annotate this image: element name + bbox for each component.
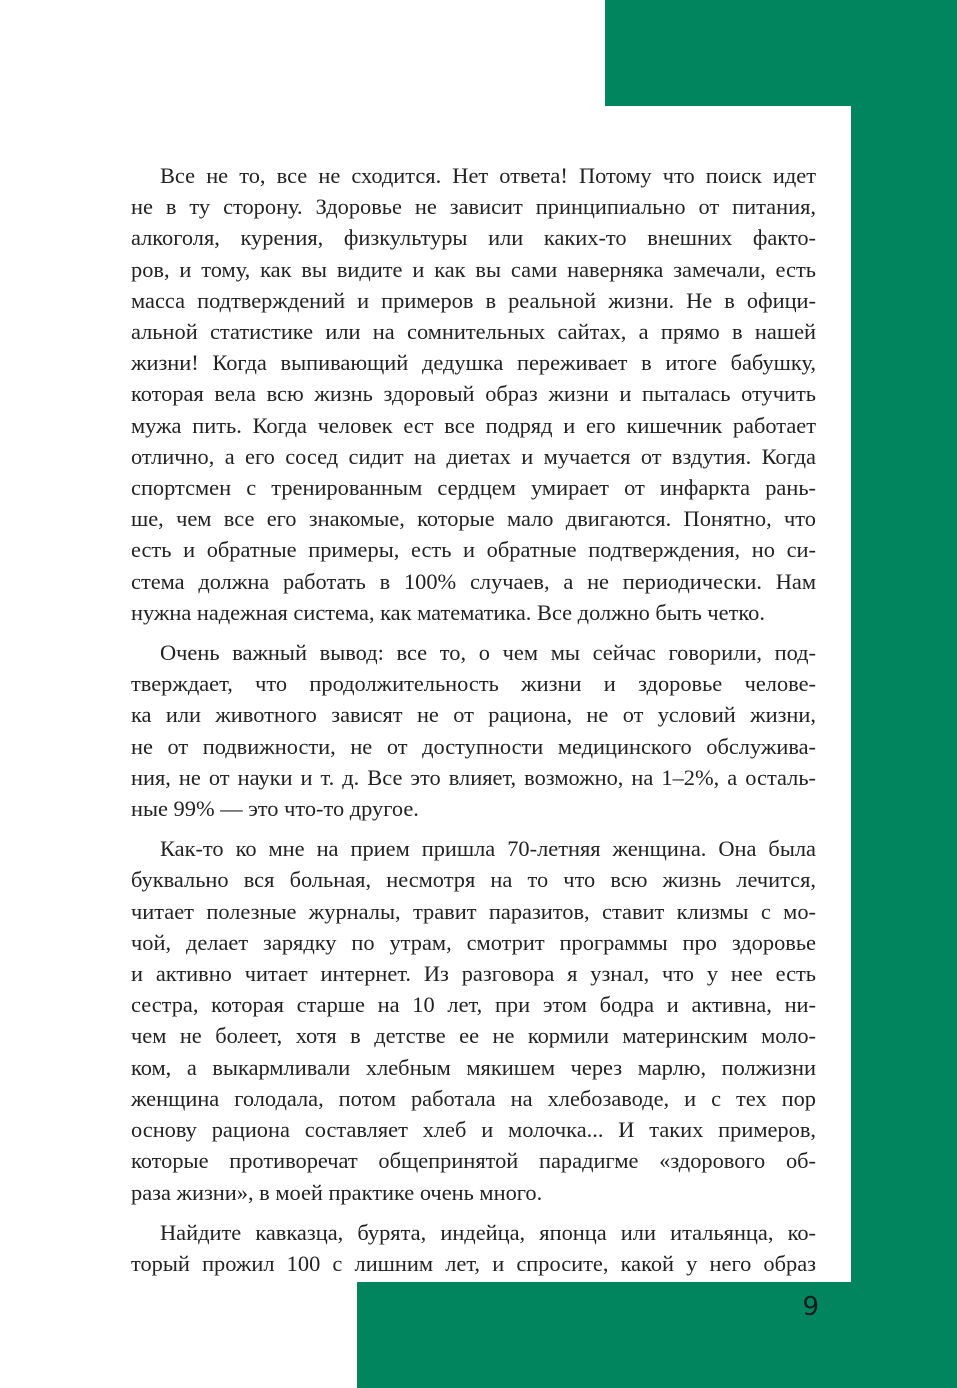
paragraph-gap — [131, 824, 816, 833]
text-line: не в ту сторону. Здоровье не зависит принципиально от питания, — [131, 194, 816, 220]
text-line: чой, делает зарядку по утрам, смотрит программы про здоровье — [131, 929, 816, 955]
paragraph-3 — [131, 833, 816, 1207]
text-line: и активно читает интернет. Из разговора я узнал, что у нее есть — [131, 961, 816, 987]
text-line: ния, не от науки и т. д. Все это влияет, возможно, на 1–2%, а осталь- — [131, 764, 816, 790]
page-number: 9 — [802, 1292, 819, 1322]
text-line: есть и обратные примеры, есть и обратные подтверждения, но си- — [131, 537, 816, 563]
paragraph-4 — [131, 1217, 816, 1279]
text-line: женщина голодала, потом работала на хлебозаводе, и с тех пор — [131, 1085, 816, 1111]
text-line: ком, а выкармливали хлебным мякишем через марлю, полжизни — [131, 1054, 816, 1080]
text-line: ров, и тому, как вы видите и как вы сами наверняка замечали, есть — [131, 256, 816, 282]
decorative-band-right — [851, 106, 957, 1282]
text-line: торый прожил 100 с лишним лет, и спросите, какой у него образ — [131, 1250, 816, 1276]
text-line: стема должна работать в 100% случаев, а не периодически. Нам — [131, 568, 816, 594]
text-line: спортсмен с тренированным сердцем умирает от инфаркта рань- — [131, 475, 816, 501]
paragraph-1 — [131, 160, 816, 628]
paragraph-gap — [131, 628, 816, 637]
paragraph-2 — [131, 637, 816, 824]
text-line: Все не то, все не сходится. Нет ответа! Потому что поиск идет — [160, 163, 816, 188]
text-line: ка или животного зависят не от рациона, не от условий жизни, — [131, 702, 816, 728]
text-line: мужа пить. Когда человек ест все подряд и его кишечник работает — [131, 412, 816, 438]
text-line: жизни! Когда выпивающий дедушка переживает в итоге бабушку, — [131, 350, 816, 376]
text-line: основу рациона составляет хлеб и молочка... И таких примеров, — [131, 1117, 816, 1143]
text-line: ные 99% — это что-то другое. — [131, 796, 419, 822]
text-line: которые противоречат общепринятой парадигме «здорового об- — [131, 1148, 816, 1174]
text-line: ше, чем все его знакомые, которые мало двигаются. Понятно, что — [131, 506, 816, 532]
text-line: которая вела всю жизнь здоровый образ жизни и пыталась отучить — [131, 381, 816, 407]
body-text — [131, 160, 816, 1279]
text-line: алкоголя, курения, физкультуры или каких-то внешних факто- — [131, 225, 816, 251]
text-line: отлично, а его сосед сидит на диетах и мучается от вздутия. Когда — [131, 443, 816, 469]
text-line: альной статистике или на сомнительных сайтах, а прямо в нашей — [131, 319, 816, 345]
paragraph-gap — [131, 1208, 816, 1217]
text-line: сестра, которая старше на 10 лет, при этом бодра и активна, ни- — [131, 992, 816, 1018]
text-line: не от подвижности, не от доступности медицинского обслужива- — [131, 733, 816, 759]
text-line: читает полезные журналы, травит паразитов, ставит клизмы с мо- — [131, 898, 816, 924]
text-line: тверждает, что продолжительность жизни и здоровье челове- — [131, 671, 816, 697]
text-line: масса подтверждений и примеров в реальной жизни. Не в офици- — [131, 287, 816, 313]
decorative-band-bottom — [357, 1282, 957, 1388]
text-line: раза жизни», в моей практике очень много. — [131, 1179, 543, 1205]
text-line: Найдите кавказца, бурята, индейца, японца или итальянца, ко- — [160, 1219, 816, 1245]
text-line: буквально вся больная, несмотря на то что всю жизнь лечится, — [131, 867, 816, 893]
decorative-band-top — [605, 0, 957, 106]
text-line: Очень важный вывод: все то, о чем мы сейчас говорили, под- — [160, 640, 816, 666]
text-line: Как-то ко мне на прием пришла 70-летняя женщина. Она была — [160, 836, 816, 862]
text-line: нужна надежная система, как математика. Все должно быть четко. — [131, 599, 765, 625]
text-line: чем не болеет, хотя в детстве ее не кормили материнским моло- — [131, 1023, 816, 1049]
